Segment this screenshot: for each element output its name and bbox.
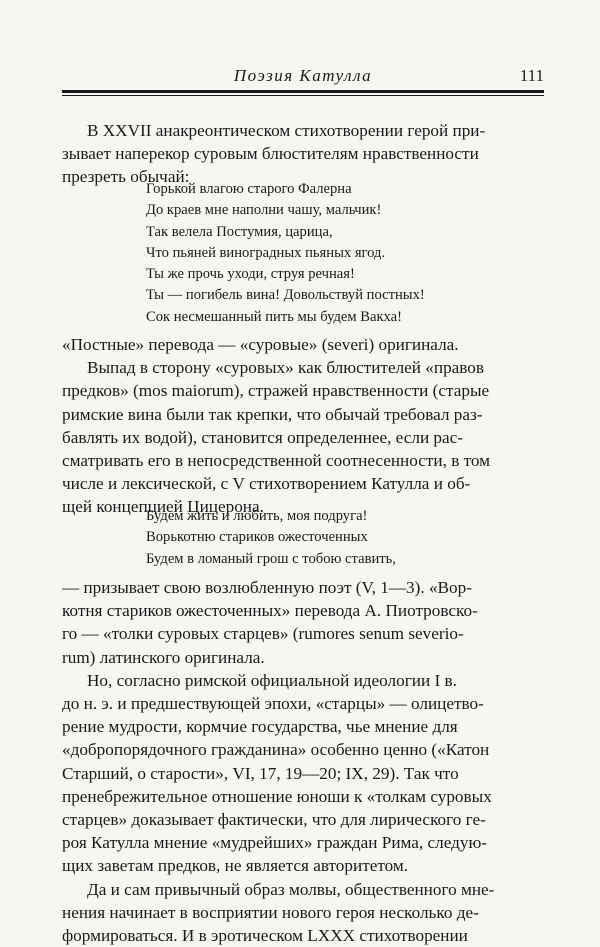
page-number: 111 <box>519 66 544 85</box>
text-line: Выпад в сторону «суровых» как блюстителей «правов <box>87 358 484 378</box>
text-line: Старший, о старости», VI, 17, 19—20; IX, 29). Так что <box>62 763 459 783</box>
verse-line: Будем жить и любить, моя подруга! <box>146 508 368 524</box>
verse-line: Сок несмешанный пить мы будем Вакха! <box>146 308 402 325</box>
text-line: В XXVII анакреонтическом стихотворении герой при- <box>87 121 486 140</box>
text-line: Но, согласно римской официальной идеологии I в. <box>87 670 457 690</box>
text-line: бавлять их водой), становится определеннее, если рас- <box>62 427 464 447</box>
verse-line: Так велела Постумия, царица, <box>146 223 333 240</box>
verse-line: Будем в ломаный грош с тобою ставить, <box>146 550 396 567</box>
text-line: rum) латинского оригинала. <box>62 647 265 667</box>
header-rule-thick <box>62 90 544 93</box>
verse-quote-1 <box>146 179 425 328</box>
text-line: старцев» доказывает фактически, что для лирического ге- <box>62 810 486 830</box>
text-line: пренебрежительное отношение юноши к «толкам суровых <box>62 786 492 806</box>
running-title: Поэзия Катулла <box>233 66 373 85</box>
text-line: щей концепцией Цицерона. <box>62 497 264 517</box>
header-rule-thin <box>62 95 544 96</box>
verse-quote-2 <box>146 506 396 570</box>
text-line: го — «толки суровых старцев» (rumores senum severio- <box>62 624 464 644</box>
text-line: до н. э. и предшествующей эпохи, «старцы» — олицетво- <box>62 694 484 714</box>
text-line: роя Катулла мнение «мудрейших» граждан Рима, следую- <box>62 833 488 853</box>
text-line: щих заветам предков, не является авторитетом. <box>62 856 409 876</box>
text-line: числе и лексической, с V стихотворением Катулла и об- <box>62 474 471 494</box>
text-line: Да и сам привычный образ молвы, общественного мне- <box>87 879 495 899</box>
text-line: нения начинает в восприятии нового героя несколько де- <box>62 902 479 922</box>
text-line: «добропорядочного гражданина» особенно ценно («Катон <box>62 740 490 760</box>
verse-line: Горькой влагою старого Фалерна <box>146 181 352 197</box>
text-line: «Постные» перевода — «суровые» (severi) оригинала. <box>62 335 459 354</box>
text-line: презреть обычай: <box>62 167 190 187</box>
text-line: римские вина были так крепки, что обычай требовал раз- <box>62 404 483 424</box>
text-line: зывает наперекор суровым блюстителям нравственности <box>62 144 479 164</box>
paragraph-2 <box>62 333 544 519</box>
text-line: — призывает свою возлюбленную поэт (V, 1—3). «Вор- <box>62 578 472 597</box>
text-line: котня стариков ожесточенных» перевода А. Пиотровско- <box>62 601 478 621</box>
text-line: рение мудрости, кормчие государства, чье мнение для <box>62 717 458 737</box>
verse-line: Ворькотню стариков ожесточенных <box>146 529 368 546</box>
text-line: сматривать его в непосредственной соотнесенности, в том <box>62 451 491 471</box>
paragraph-3 <box>62 576 544 947</box>
text-line: формироваться. И в эротическом LXXX стихотворении <box>62 926 468 946</box>
text-line: предков» (mos maiorum), стражей нравственности (старые <box>62 381 490 401</box>
verse-line: Ты же прочь уходи, струя речная! <box>146 266 355 283</box>
running-head <box>62 64 544 90</box>
verse-line: Ты — погибель вина! Довольствуй постных! <box>146 287 425 304</box>
verse-line: До краев мне наполни чашу, мальчик! <box>146 202 382 219</box>
verse-line: Что пьяней виноградных пьяных ягод. <box>146 244 386 261</box>
